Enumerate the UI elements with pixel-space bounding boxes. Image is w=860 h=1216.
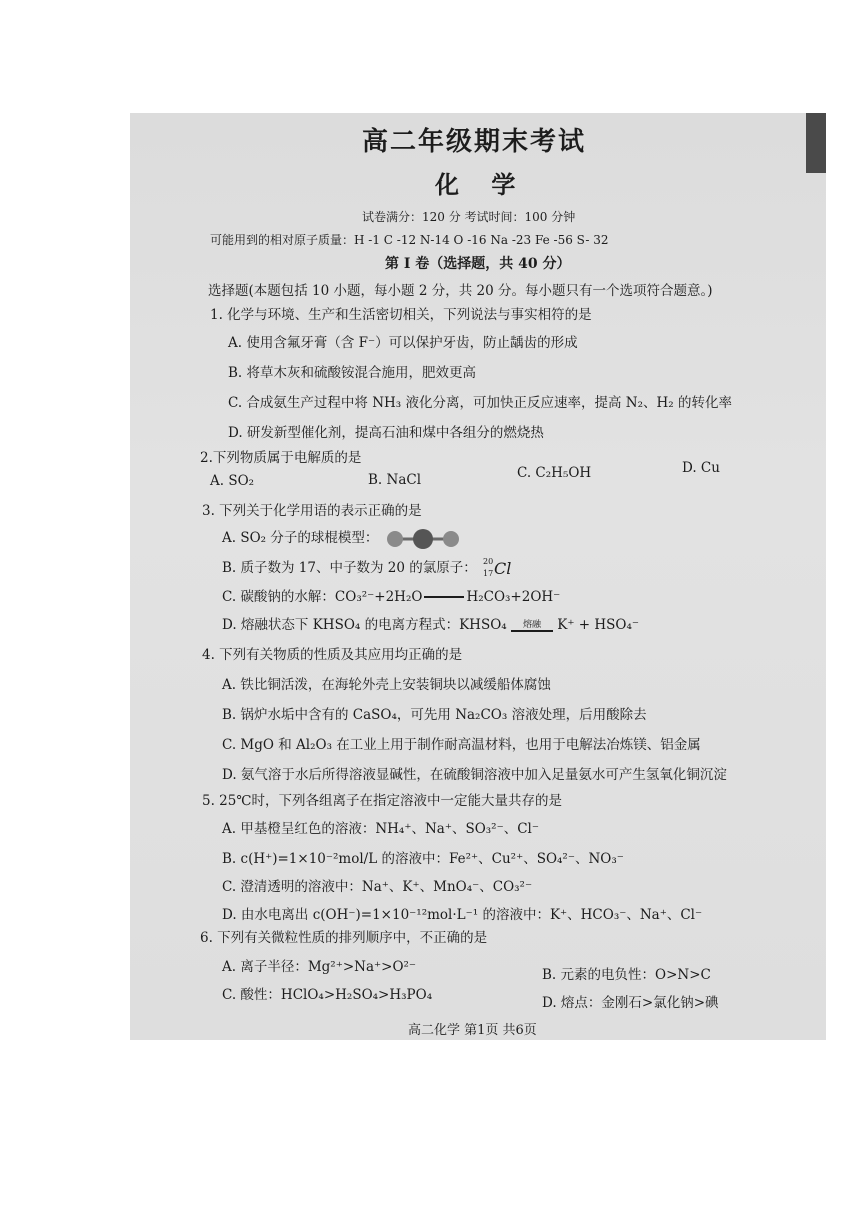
question-3-option-c-lhs: C. 碳酸钠的水解：CO₃²⁻+2H₂O bbox=[222, 589, 423, 605]
question-6-option-a: A. 离子半径：Mg²⁺>Na⁺>O²⁻ bbox=[222, 959, 417, 975]
question-3-option-d bbox=[222, 613, 639, 633]
question-6-option-d: D. 熔点：金刚石>氯化钠>碘 bbox=[542, 995, 719, 1011]
question-5-stem: 5. 25℃时，下列各组离子在指定溶液中一定能大量共存的是 bbox=[202, 793, 562, 809]
exam-meta: 试卷满分：120 分 考试时间：100 分钟 bbox=[362, 210, 576, 224]
chlorine-isotope-notation bbox=[481, 556, 513, 579]
instructions: 选择题(本题包括 10 小题，每小题 2 分，共 20 分。每小题只有一个选项符合题意。) bbox=[208, 283, 713, 299]
question-2-option-b: B. NaCl bbox=[368, 472, 422, 488]
isotope-mass: 20 bbox=[483, 556, 494, 566]
question-5-option-d: D. 由水电离出 c(OH⁻)=1×10⁻¹²mol·L⁻¹ 的溶液中：K⁺、HCO₃⁻、Na⁺、Cl⁻ bbox=[222, 907, 703, 923]
question-3-option-c-rhs: H₂CO₃+2OH⁻ bbox=[466, 589, 561, 605]
question-1-option-d: D. 研发新型催化剂，提高石油和煤中各组分的燃烧热 bbox=[228, 425, 544, 441]
question-2-option-c: C. C₂H₅OH bbox=[517, 465, 592, 481]
question-4-option-c: C. MgO 和 Al₂O₃ 在工业上用于制作耐高温材料，也用于电解法冶炼镁、铝金属 bbox=[222, 737, 701, 753]
question-1-option-b: B. 将草木灰和硫酸铵混合施用，肥效更高 bbox=[228, 365, 477, 381]
question-1-option-c: C. 合成氨生产过程中将 NH₃ 液化分离，可加快正反应速率，提高 N₂、H₂ 的转化率 bbox=[228, 395, 733, 411]
exam-page-photo bbox=[130, 113, 826, 1040]
question-3-option-d-lhs: D. 熔融状态下 KHSO₄ 的电离方程式：KHSO₄ bbox=[222, 617, 507, 633]
so2-ball-stick-model bbox=[383, 528, 463, 550]
question-4-stem: 4. 下列有关物质的性质及其应用均正确的是 bbox=[202, 647, 463, 663]
question-2-option-d: D. Cu bbox=[682, 460, 720, 476]
question-3-stem: 3. 下列关于化学用语的表示正确的是 bbox=[202, 503, 422, 519]
question-3-option-a-text: A. SO₂ 分子的球棍模型： bbox=[222, 530, 379, 546]
question-5-option-a: A. 甲基橙呈红色的溶液：NH₄⁺、Na⁺、SO₃²⁻、Cl⁻ bbox=[222, 821, 539, 837]
exam-title: 高二年级期末考试 bbox=[362, 127, 587, 157]
isotope-symbol: Cl bbox=[494, 558, 512, 578]
equilibrium-arrow-icon bbox=[424, 596, 464, 599]
question-6-option-c: C. 酸性：HClO₄>H₂SO₄>H₃PO₄ bbox=[222, 987, 433, 1003]
question-3-option-c bbox=[222, 585, 560, 605]
question-6-stem: 6. 下列有关微粒性质的排列顺序中，不正确的是 bbox=[200, 930, 488, 946]
photo-edge-shadow bbox=[806, 113, 826, 173]
question-1-stem: 1. 化学与环境、生产和生活密切相关，下列说法与事实相符的是 bbox=[210, 307, 592, 323]
question-2-stem: 2.下列物质属于电解质的是 bbox=[200, 450, 362, 466]
question-3-option-b bbox=[222, 556, 513, 579]
question-4-option-b: B. 锅炉水垢中含有的 CaSO₄，可先用 Na₂CO₃ 溶液处理，后用酸除去 bbox=[222, 707, 647, 723]
question-6-option-b: B. 元素的电负性：O>N>C bbox=[542, 967, 711, 983]
question-3-option-d-rhs: K⁺ + HSO₄⁻ bbox=[557, 617, 640, 633]
melting-condition-label: 熔融 bbox=[522, 619, 541, 630]
question-5-option-c: C. 澄清透明的溶液中：Na⁺、K⁺、MnO₄⁻、CO₃²⁻ bbox=[222, 879, 533, 895]
melting-condition-arrow-icon bbox=[511, 620, 553, 632]
isotope-number: 17 bbox=[483, 568, 494, 578]
question-3-option-a bbox=[222, 526, 463, 550]
question-5-option-b: B. c(H⁺)=1×10⁻²mol/L 的溶液中：Fe²⁺、Cu²⁺、SO₄²⁻、NO₃⁻ bbox=[222, 851, 624, 867]
subject-title: 化 学 bbox=[435, 170, 528, 199]
question-4-option-a: A. 铁比铜活泼，在海轮外壳上安装铜块以减缓船体腐蚀 bbox=[222, 677, 551, 693]
question-3-option-b-text: B. 质子数为 17、中子数为 20 的氯原子： bbox=[222, 560, 477, 576]
atomic-mass-list: 可能用到的相对原子质量：H -1 C -12 N-14 O -16 Na -23 Fe -56 S- 32 bbox=[210, 233, 609, 247]
section-heading: 第 I 卷（选择题，共 40 分） bbox=[385, 256, 571, 272]
page-footer: 高二化学 第1页 共6页 bbox=[408, 1023, 537, 1038]
question-2-option-a: A. SO₂ bbox=[210, 473, 255, 489]
question-1-option-a: A. 使用含氟牙膏（含 F⁻）可以保护牙齿，防止龋齿的形成 bbox=[228, 335, 578, 351]
question-4-option-d: D. 氨气溶于水后所得溶液显碱性，在硫酸铜溶液中加入足量氨水可产生氢氧化铜沉淀 bbox=[222, 767, 727, 783]
